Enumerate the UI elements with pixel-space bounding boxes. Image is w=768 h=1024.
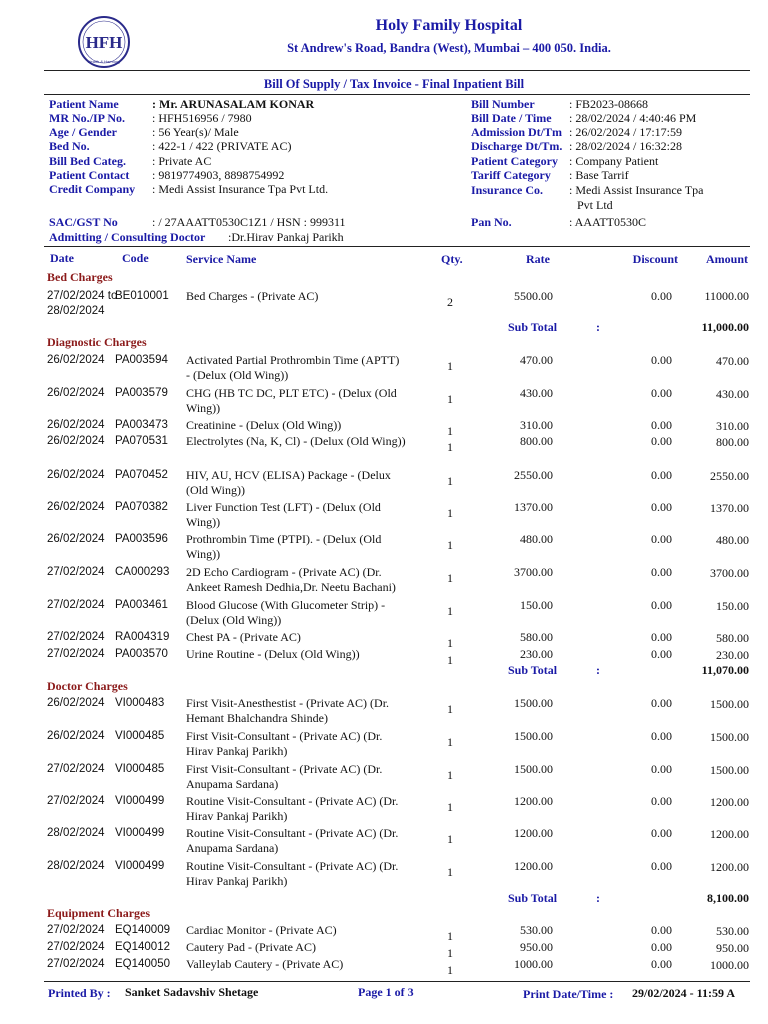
row-discount: 0.00: [651, 565, 672, 579]
row-service: Urine Routine - (Delux (Old Wing)): [186, 647, 360, 661]
row-rate: 530.00: [520, 923, 553, 937]
row-service: Routine Visit-Consultant - (Private AC) (Dr. Hirav Pankaj Parikh): [186, 859, 399, 888]
row-rate: 3700.00: [514, 565, 553, 579]
row-qty: 1: [447, 702, 453, 716]
row-amount: 800.00: [716, 435, 749, 449]
row-qty: 1: [447, 538, 453, 552]
logo-text: HFH: [85, 33, 123, 52]
bed-categ-value: : Private AC: [152, 154, 212, 168]
row-amount: 1200.00: [710, 827, 749, 841]
row-discount: 0.00: [651, 418, 672, 432]
row-amount: 480.00: [716, 533, 749, 547]
row-discount: 0.00: [651, 696, 672, 710]
tariff-category-label: Tariff Category: [471, 168, 551, 182]
row-code: PA070531: [115, 435, 168, 447]
row-amount: 950.00: [716, 941, 749, 955]
row-qty: 1: [447, 963, 453, 977]
row-service: Bed Charges - (Private AC): [186, 289, 319, 303]
row-code: PA003579: [115, 387, 168, 399]
divider: [44, 70, 750, 71]
discharge-value: : 28/02/2024 / 16:32:28: [569, 139, 683, 153]
row-code: PA003594: [115, 354, 168, 366]
row-date: 26/02/2024: [47, 354, 105, 366]
row-code: VI000499: [115, 795, 165, 807]
row-discount: 0.00: [651, 762, 672, 776]
row-date: 27/02/2024: [47, 631, 105, 643]
row-date: 26/02/2024: [47, 435, 105, 447]
section-title: Diagnostic Charges: [47, 335, 147, 349]
divider: [44, 981, 750, 982]
row-rate: 430.00: [520, 386, 553, 400]
row-code: VI000499: [115, 827, 165, 839]
col-code: Code: [122, 251, 149, 265]
row-date: 26/02/2024: [47, 501, 105, 513]
row-qty: 1: [447, 392, 453, 406]
subtotal-label: Sub Total: [508, 891, 558, 905]
row-amount: 430.00: [716, 387, 749, 401]
admission-value: : 26/02/2024 / 17:17:59: [569, 125, 683, 139]
row-qty: 1: [447, 359, 453, 373]
row-rate: 1500.00: [514, 762, 553, 776]
row-code: RA004319: [115, 631, 170, 643]
row-discount: 0.00: [651, 289, 672, 303]
row-code: EQ140050: [115, 958, 170, 970]
sac-gst-value: : / 27AAATT0530C1Z1 / HSN : 999311: [152, 215, 346, 229]
row-amount: 1000.00: [710, 958, 749, 972]
col-service: Service Name: [186, 252, 257, 266]
row-amount: 530.00: [716, 924, 749, 938]
tariff-category-value: : Base Tarrif: [569, 168, 629, 182]
row-code: EQ140009: [115, 924, 170, 936]
row-discount: 0.00: [651, 957, 672, 971]
row-date: 27/02/2024: [47, 795, 105, 807]
row-code: VI000485: [115, 763, 165, 775]
row-amount: 1500.00: [710, 763, 749, 777]
row-service: Liver Function Test (LFT) - (Delux (Old Wing)): [186, 500, 381, 529]
row-date: 27/02/2024 to: [47, 290, 118, 302]
row-amount: 470.00: [716, 354, 749, 368]
subtotal-value: 8,100.00: [707, 891, 749, 905]
subtotal-label: Sub Total: [508, 320, 558, 334]
row-code: PA003473: [115, 419, 168, 431]
row-service: Creatinine - (Delux (Old Wing)): [186, 418, 342, 432]
row-rate: 310.00: [520, 418, 553, 432]
row-date: 26/02/2024: [47, 533, 105, 545]
row-discount: 0.00: [651, 353, 672, 367]
row-service: Electrolytes (Na, K, Cl) - (Delux (Old Wing)): [186, 434, 406, 448]
col-discount: Discount: [632, 252, 678, 266]
patient-name-value: : Mr. ARUNASALAM KONAR: [152, 97, 315, 111]
col-qty: Qty.: [441, 252, 463, 266]
row-code: VI000485: [115, 730, 165, 742]
logo-tagline: Health & Harmony: [87, 59, 121, 64]
row-rate: 480.00: [520, 532, 553, 546]
hospital-name: Holy Family Hospital: [375, 17, 523, 34]
row-amount: 3700.00: [710, 566, 749, 580]
pan-label: Pan No.: [471, 215, 512, 229]
row-service: First Visit-Consultant - (Private AC) (Dr. Anupama Sardana): [186, 762, 383, 791]
row-rate: 1370.00: [514, 500, 553, 514]
subtotal-colon: :: [596, 663, 600, 677]
row-rate: 230.00: [520, 647, 553, 661]
row-qty: 2: [447, 295, 453, 309]
row-date: 27/02/2024: [47, 763, 105, 775]
row-qty: 1: [447, 832, 453, 846]
row-discount: 0.00: [651, 859, 672, 873]
printed-by-value: Sanket Sadavshiv Shetage: [125, 985, 259, 999]
printed-by-label: Printed By :: [48, 986, 111, 1000]
row-code: VI000483: [115, 697, 165, 709]
row-rate: 1500.00: [514, 729, 553, 743]
row-rate: 2550.00: [514, 468, 553, 482]
row-discount: 0.00: [651, 647, 672, 661]
row-rate: 1200.00: [514, 826, 553, 840]
section-title: Doctor Charges: [47, 679, 128, 693]
row-discount: 0.00: [651, 434, 672, 448]
patient-category-value: : Company Patient: [569, 154, 659, 168]
row-date: 26/02/2024: [47, 730, 105, 742]
bed-categ-label: Bill Bed Categ.: [49, 154, 126, 168]
row-rate: 5500.00: [514, 289, 553, 303]
row-discount: 0.00: [651, 923, 672, 937]
row-date: 27/02/2024: [47, 924, 105, 936]
row-code: BE010001: [115, 290, 169, 302]
row-code: PA070382: [115, 501, 168, 513]
divider: [44, 94, 750, 95]
subtotal-label: Sub Total: [508, 663, 558, 677]
row-date: 27/02/2024: [47, 941, 105, 953]
row-discount: 0.00: [651, 826, 672, 840]
print-date-label: Print Date/Time :: [523, 987, 614, 1001]
pan-value: : AAATT0530C: [569, 215, 647, 229]
row-amount: 580.00: [716, 631, 749, 645]
row-qty: 1: [447, 604, 453, 618]
row-service: Blood Glucose (With Glucometer Strip) - (Delux (Old Wing)): [186, 598, 386, 627]
subtotal-value: 11,000.00: [701, 320, 749, 334]
row-code: PA003596: [115, 533, 168, 545]
row-discount: 0.00: [651, 940, 672, 954]
row-qty: 1: [447, 865, 453, 879]
row-rate: 1200.00: [514, 859, 553, 873]
row-discount: 0.00: [651, 500, 672, 514]
bill-number-label: Bill Number: [471, 97, 535, 111]
row-service: Chest PA - (Private AC): [186, 630, 301, 644]
row-service: First Visit-Consultant - (Private AC) (Dr. Hirav Pankaj Parikh): [186, 729, 383, 758]
row-service: First Visit-Anesthestist - (Private AC) (Dr. Hemant Bhalchandra Shinde): [186, 696, 390, 725]
row-amount: 310.00: [716, 419, 749, 433]
row-qty: 1: [447, 571, 453, 585]
row-service: Activated Partial Prothrombin Time (APTT) - (Delux (Old Wing)): [186, 353, 400, 382]
row-rate: 150.00: [520, 598, 553, 612]
row-service: Cardiac Monitor - (Private AC): [186, 923, 337, 937]
row-qty: 1: [447, 653, 453, 667]
credit-company-value: : Medi Assist Insurance Tpa Pvt Ltd.: [152, 182, 329, 196]
row-discount: 0.00: [651, 598, 672, 612]
row-amount: 1500.00: [710, 697, 749, 711]
credit-company-label: Credit Company: [49, 182, 136, 196]
mr-no-label: MR No./IP No.: [49, 111, 125, 125]
print-date-value: 29/02/2024 - 11:59 A: [632, 986, 736, 1000]
hospital-address: St Andrew's Road, Bandra (West), Mumbai – 400 050. India.: [287, 41, 611, 55]
row-service: HIV, AU, HCV (ELISA) Package - (Delux (Old Wing)): [186, 468, 391, 497]
row-date: 27/02/2024: [47, 599, 105, 611]
row-rate: 800.00: [520, 434, 553, 448]
row-date: 26/02/2024: [47, 387, 105, 399]
bill-date-label: Bill Date / Time: [471, 111, 552, 125]
row-service: CHG (HB TC DC, PLT ETC) - (Delux (Old Wing)): [186, 386, 397, 415]
subtotal-colon: :: [596, 891, 600, 905]
row-code: EQ140012: [115, 941, 170, 953]
row-qty: 1: [447, 800, 453, 814]
row-date: 28/02/2024: [47, 827, 105, 839]
row-date: 28/02/2024: [47, 860, 105, 872]
row-code: PA003461: [115, 599, 168, 611]
row-rate: 1500.00: [514, 696, 553, 710]
row-qty: 1: [447, 946, 453, 960]
row-qty: 1: [447, 506, 453, 520]
insurance-value-line2: Pvt Ltd: [577, 198, 613, 212]
divider: [44, 246, 750, 247]
contact-label: Patient Contact: [49, 168, 130, 182]
discharge-label: Discharge Dt/Tm.: [471, 139, 563, 153]
sac-gst-label: SAC/GST No: [49, 215, 118, 229]
row-service: Cautery Pad - (Private AC): [186, 940, 316, 954]
row-service: Routine Visit-Consultant - (Private AC) (Dr. Anupama Sardana): [186, 826, 399, 855]
doctor-value: :Dr.Hirav Pankaj Parikh: [228, 230, 344, 244]
row-qty: 1: [447, 424, 453, 438]
row-date: 26/02/2024: [47, 469, 105, 481]
row-date: 26/02/2024: [47, 697, 105, 709]
row-code: PA003570: [115, 648, 168, 660]
row-date: 26/02/2024: [47, 419, 105, 431]
row-rate: 580.00: [520, 630, 553, 644]
row-qty: 1: [447, 440, 453, 454]
row-rate: 470.00: [520, 353, 553, 367]
row-amount: 1200.00: [710, 795, 749, 809]
row-rate: 1200.00: [514, 794, 553, 808]
section-title: Bed Charges: [47, 270, 113, 284]
row-qty: 1: [447, 929, 453, 943]
row-service: Prothrombin Time (PTPI). - (Delux (Old Wing)): [186, 532, 382, 561]
row-discount: 0.00: [651, 794, 672, 808]
col-rate: Rate: [526, 252, 550, 266]
row-discount: 0.00: [651, 729, 672, 743]
row-discount: 0.00: [651, 468, 672, 482]
insurance-value: : Medi Assist Insurance Tpa: [569, 183, 704, 197]
row-service: Routine Visit-Consultant - (Private AC) (Dr. Hirav Pankaj Parikh): [186, 794, 399, 823]
row-amount: 1200.00: [710, 860, 749, 874]
row-date: 27/02/2024: [47, 648, 105, 660]
bill-date-value: : 28/02/2024 / 4:40:46 PM: [569, 111, 697, 125]
row-rate: 1000.00: [514, 957, 553, 971]
row-discount: 0.00: [651, 532, 672, 546]
row-amount: 2550.00: [710, 469, 749, 483]
row-amount: 11000.00: [704, 289, 749, 303]
row-rate: 950.00: [520, 940, 553, 954]
bed-no-label: Bed No.: [49, 139, 90, 153]
row-amount: 1500.00: [710, 730, 749, 744]
row-code: PA070452: [115, 469, 168, 481]
bed-no-value: : 422-1 / 422 (PRIVATE AC): [152, 139, 292, 153]
row-amount: 150.00: [716, 599, 749, 613]
row-discount: 0.00: [651, 630, 672, 644]
age-gender-label: Age / Gender: [49, 125, 117, 139]
bill-title: Bill Of Supply / Tax Invoice - Final Inpatient Bill: [263, 77, 525, 91]
subtotal-colon: :: [596, 320, 600, 334]
doctor-label: Admitting / Consulting Doctor: [49, 230, 206, 244]
section-title: Equipment Charges: [47, 906, 151, 920]
row-amount: 1370.00: [710, 501, 749, 515]
subtotal-value: 11,070.00: [701, 663, 749, 677]
age-gender-value: : 56 Year(s)/ Male: [152, 125, 239, 139]
row-date-line2: 28/02/2024: [47, 305, 105, 317]
admission-label: Admission Dt/Tm: [471, 125, 563, 139]
insurance-label: Insurance Co.: [471, 183, 544, 197]
patient-name-label: Patient Name: [49, 97, 119, 111]
bill-number-value: : FB2023-08668: [569, 97, 649, 111]
row-qty: 1: [447, 474, 453, 488]
row-amount: 230.00: [716, 648, 749, 662]
col-date: Date: [50, 251, 74, 265]
row-discount: 0.00: [651, 386, 672, 400]
row-code: CA000293: [115, 566, 170, 578]
mr-no-value: : HFH516956 / 7980: [152, 111, 252, 125]
row-qty: 1: [447, 636, 453, 650]
row-qty: 1: [447, 735, 453, 749]
row-service: 2D Echo Cardiogram - (Private AC) (Dr. Ankeet Ramesh Dedhia,Dr. Neetu Bachani): [186, 565, 396, 594]
row-date: 27/02/2024: [47, 958, 105, 970]
page-number: Page 1 of 3: [358, 985, 414, 999]
row-code: VI000499: [115, 860, 165, 872]
row-qty: 1: [447, 768, 453, 782]
patient-category-label: Patient Category: [471, 154, 558, 168]
row-date: 27/02/2024: [47, 566, 105, 578]
col-amount: Amount: [705, 252, 748, 266]
row-service: Valleylab Cautery - (Private AC): [186, 957, 344, 971]
contact-value: : 9819774903, 8898754992: [152, 168, 285, 182]
